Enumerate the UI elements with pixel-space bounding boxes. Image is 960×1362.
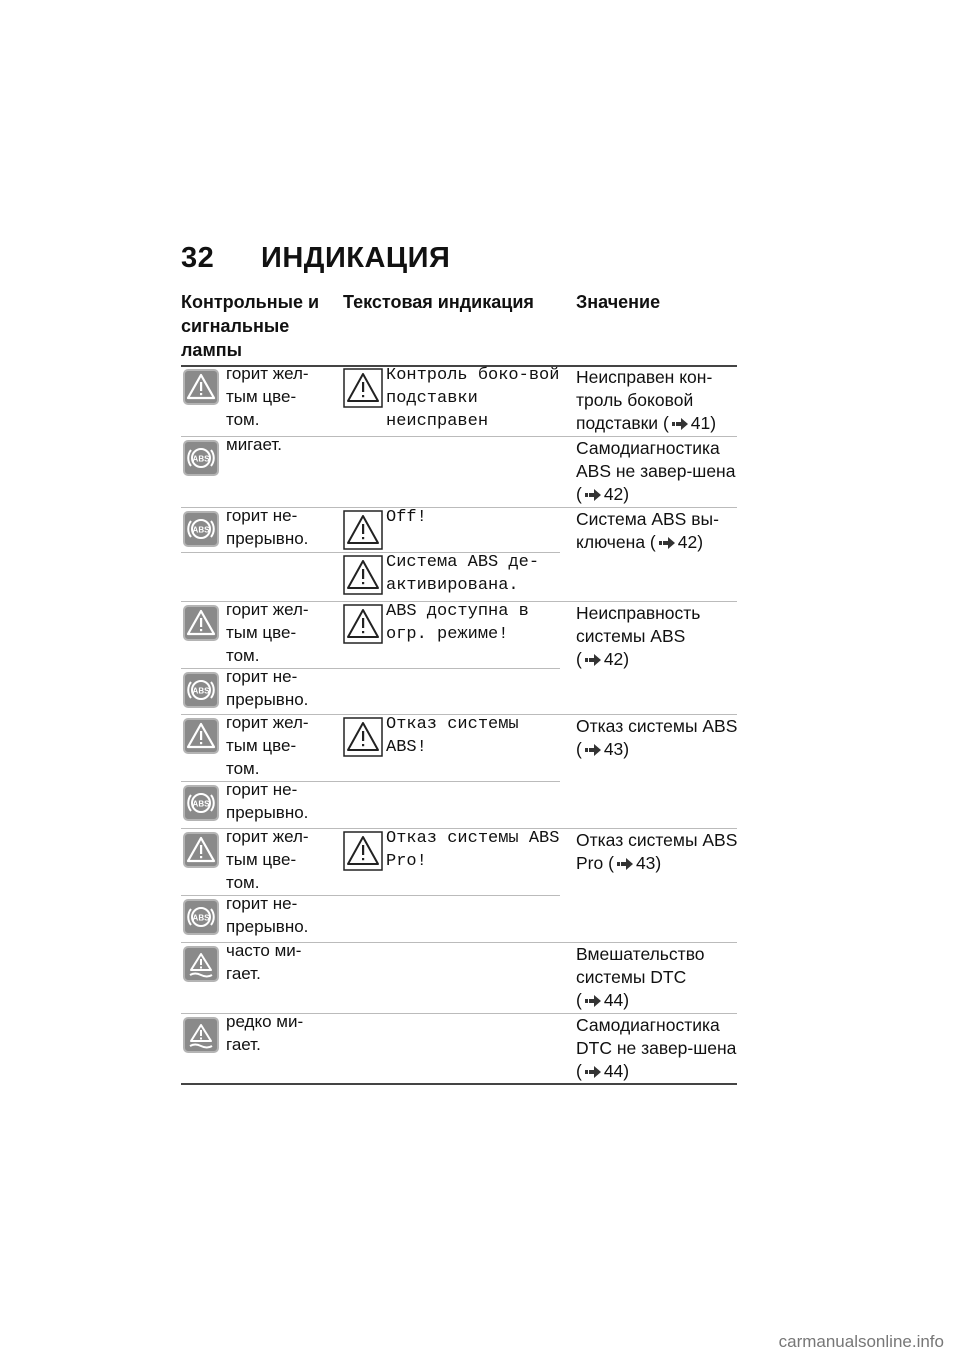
warning-triangle-icon — [343, 604, 383, 644]
meaning-label: Самодиагностика DTC не завер-шена — [576, 1015, 737, 1058]
display-text: Отказ системы ABS! — [386, 715, 519, 757]
warning-triangle-icon — [343, 368, 383, 408]
lamp-state: часто ми-гает. — [226, 941, 302, 983]
svg-text:ABS: ABS — [192, 686, 210, 696]
arrow-right-icon — [585, 654, 601, 666]
abs-icon — [183, 899, 219, 935]
arrow-right-icon — [585, 489, 601, 501]
display-text: Система ABS де-активирована. — [386, 553, 540, 595]
abs-icon — [183, 785, 219, 821]
meaning-label: Отказ системы ABS Pro — [576, 830, 738, 873]
arrow-right-icon — [585, 1066, 601, 1078]
meaning-text — [576, 602, 738, 671]
meaning-text — [576, 508, 738, 554]
meaning-text — [576, 715, 738, 761]
page-reference-link[interactable]: ( 44) — [576, 990, 630, 1010]
page-reference-number: 41 — [690, 413, 711, 433]
column-header-lamps: Контрольные и сигнальные лампы — [181, 292, 320, 360]
abs-icon — [183, 672, 219, 708]
page-reference-number: 43 — [635, 853, 656, 873]
display-text: Контроль боко-вой подставки неисправен — [386, 366, 560, 431]
display-text: Отказ системы ABS Pro! — [386, 829, 560, 871]
page-reference-link[interactable]: ( 42) — [576, 649, 630, 669]
page-reference-link[interactable]: ( 41) — [662, 413, 717, 433]
page-header — [181, 242, 450, 275]
watermark: carmanualsonline.info — [778, 1332, 944, 1351]
meaning-text — [576, 366, 738, 435]
dtc-icon — [183, 946, 219, 982]
meaning-text — [576, 829, 738, 875]
svg-text:ABS: ABS — [192, 454, 210, 464]
column-header-text: Текстовая индикация — [343, 292, 534, 312]
column-header-meaning: Значение — [576, 292, 661, 312]
lamp-state: горит не-прерывно. — [226, 667, 309, 709]
meaning-text — [576, 1014, 738, 1083]
page-reference-link[interactable]: ( 44) — [576, 1061, 630, 1081]
arrow-right-icon — [672, 418, 688, 430]
warning-triangle-icon — [343, 555, 383, 595]
lamp-state: горит не-прерывно. — [226, 506, 309, 548]
display-text: ABS доступна в огр. режиме! — [386, 602, 529, 644]
page-reference-link[interactable]: ( 42) — [649, 532, 704, 552]
warning-triangle-icon — [183, 832, 219, 868]
svg-text:ABS: ABS — [192, 799, 210, 809]
dtc-icon — [183, 1017, 219, 1053]
arrow-right-icon — [659, 537, 675, 549]
meaning-label: Самодиагностика ABS не завер-шена — [576, 438, 736, 481]
svg-text:ABS: ABS — [192, 913, 210, 923]
meaning-label: Неисправен кон-троль боковой подставки — [576, 367, 713, 433]
arrow-right-icon — [585, 744, 601, 756]
meaning-label: Неисправность системы ABS — [576, 603, 701, 646]
page-reference-number: 42 — [603, 484, 624, 504]
lamp-state: горит не-прерывно. — [226, 780, 309, 822]
lamp-state: горит жел-тым цве-том. — [226, 713, 309, 778]
page-reference-number: 42 — [603, 649, 624, 669]
meaning-label: Система ABS вы-ключена — [576, 509, 719, 552]
page-reference-number: 44 — [603, 1061, 624, 1081]
lamp-state: мигает. — [226, 435, 282, 454]
page-title: ИНДИКАЦИЯ — [261, 242, 451, 274]
page-reference-number: 42 — [677, 532, 698, 552]
page-reference-link[interactable]: ( 43) — [608, 853, 662, 873]
warning-triangle-icon — [343, 510, 383, 550]
lamp-state: редко ми-гает. — [226, 1012, 304, 1054]
table-bottom-rule — [181, 1083, 737, 1085]
lamp-state: горит жел-тым цве-том. — [226, 600, 309, 665]
page-reference-link[interactable]: ( 43) — [576, 739, 630, 759]
warning-triangle-icon — [183, 718, 219, 754]
lamp-state: горит жел-тым цве-том. — [226, 364, 309, 429]
meaning-text — [576, 437, 738, 506]
arrow-right-icon — [617, 858, 633, 870]
warning-triangle-icon — [343, 831, 383, 871]
page-number: 32 — [181, 242, 215, 274]
warning-triangle-icon — [183, 369, 219, 405]
meaning-label: Вмешательство системы DTC — [576, 944, 705, 987]
meaning-text — [576, 943, 738, 1012]
display-text: Off! — [386, 508, 427, 527]
page-reference-number: 43 — [603, 739, 624, 759]
abs-icon — [183, 511, 219, 547]
arrow-right-icon — [585, 995, 601, 1007]
abs-icon — [183, 440, 219, 476]
lamp-state: горит не-прерывно. — [226, 894, 309, 936]
svg-text:ABS: ABS — [192, 525, 210, 535]
meaning-label: Отказ системы ABS — [576, 716, 738, 736]
page-reference-number: 44 — [603, 990, 624, 1010]
lamp-state: горит жел-тым цве-том. — [226, 827, 309, 892]
warning-triangle-icon — [343, 717, 383, 757]
page-reference-link[interactable]: ( 42) — [576, 484, 630, 504]
warning-triangle-icon — [183, 605, 219, 641]
